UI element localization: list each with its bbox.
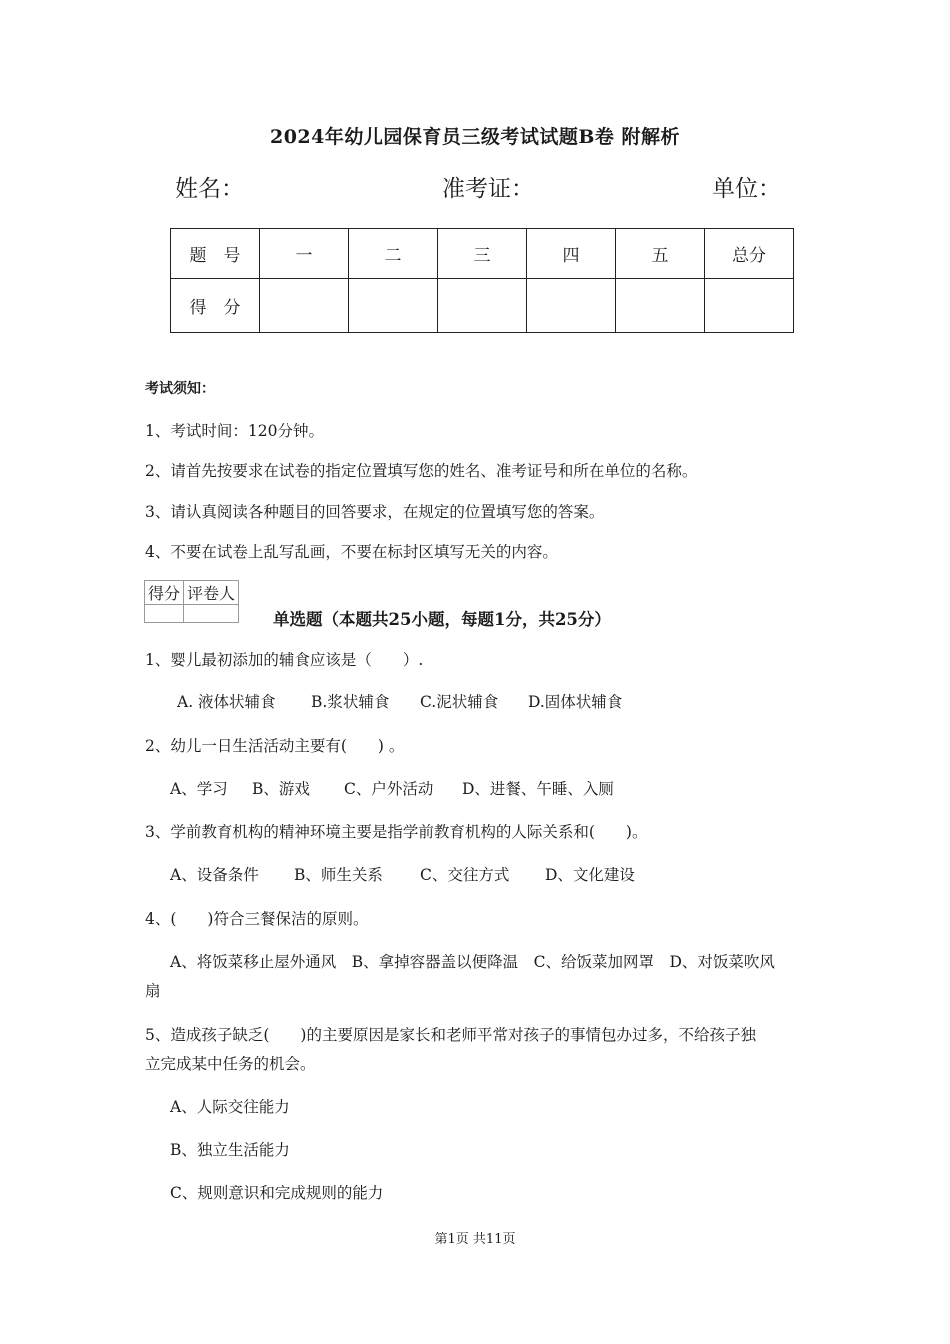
- grader-score-cell[interactable]: [145, 605, 184, 623]
- question-option: B、游戏: [252, 780, 310, 798]
- page-footer: 第1页 共11页: [434, 1232, 516, 1247]
- unit-label: 单位：: [712, 176, 781, 202]
- question-option: B.浆状辅食: [311, 693, 390, 711]
- question-option: D.固体状辅食: [528, 693, 623, 711]
- score-table-header-cell: 二: [349, 229, 438, 279]
- notice-item: 4、不要在试卷上乱写乱画，不要在标封区填写无关的内容。: [145, 543, 558, 561]
- score-table-header-cell: 四: [527, 229, 616, 279]
- grader-reviewer-label: 评卷人: [184, 581, 239, 605]
- question-stem: 5、造成孩子缺乏( )的主要原因是家长和老师平常对孩子的事情包办过多，不给孩子独: [145, 1026, 756, 1044]
- question-option: C、规则意识和完成规则的能力: [170, 1184, 384, 1202]
- grader-reviewer-cell[interactable]: [184, 605, 239, 623]
- question-option: D、进餐、午睡、入厕: [462, 780, 614, 798]
- notice-item: 1、考试时间：120分钟。: [145, 422, 324, 440]
- score-cell-total[interactable]: [705, 279, 794, 333]
- question-option: B、师生关系: [294, 866, 383, 884]
- section-title: 单选题（本题共25小题，每题1分，共25分）: [273, 610, 611, 629]
- question-stem: 4、( )符合三餐保洁的原则。: [145, 910, 369, 928]
- score-cell[interactable]: [527, 279, 616, 333]
- question-option: A、学习: [170, 780, 228, 798]
- name-label: 姓名：: [175, 176, 244, 202]
- question-options-line: 扇: [145, 982, 161, 1000]
- score-table-header-cell: 三: [438, 229, 527, 279]
- score-table: [170, 228, 794, 333]
- question-option: B、独立生活能力: [170, 1141, 290, 1159]
- exam-id-label: 准考证：: [442, 176, 534, 202]
- question-stem: 立完成某中任务的机会。: [145, 1055, 316, 1073]
- score-table-score-row: [171, 279, 794, 333]
- question-option: C、交往方式: [420, 866, 510, 884]
- score-table-header-cell: 五: [616, 229, 705, 279]
- question-option: A. 液体状辅食: [177, 693, 276, 711]
- score-cell[interactable]: [349, 279, 438, 333]
- grader-score-label: 得分: [145, 581, 184, 605]
- document-title: 2024年幼儿园保育员三级考试试题B卷 附解析: [269, 126, 681, 148]
- score-table-header-row: [171, 229, 794, 279]
- question-stem: 1、婴儿最初添加的辅食应该是（ ）.: [145, 651, 424, 669]
- score-table-header-label: 题 号: [171, 229, 260, 279]
- grader-box: [144, 580, 239, 623]
- question-stem: 3、学前教育机构的精神环境主要是指学前教育机构的人际关系和( )。: [145, 823, 648, 841]
- question-option: C、户外活动: [344, 780, 434, 798]
- score-table-row-label: 得 分: [171, 279, 260, 333]
- grader-header-row: [145, 581, 239, 605]
- question-option: C.泥状辅食: [420, 693, 499, 711]
- question-option: A、人际交往能力: [170, 1098, 290, 1116]
- score-cell[interactable]: [616, 279, 705, 333]
- score-cell[interactable]: [438, 279, 527, 333]
- notice-title: 考试须知：: [145, 381, 215, 397]
- notice-item: 3、请认真阅读各种题目的回答要求，在规定的位置填写您的答案。: [145, 503, 605, 521]
- score-cell[interactable]: [260, 279, 349, 333]
- score-table-header-cell: 一: [260, 229, 349, 279]
- question-stem: 2、幼儿一日生活活动主要有( ) 。: [145, 737, 405, 755]
- question-option: D、文化建设: [545, 866, 635, 884]
- question-options-line: A、将饭菜移止屋外通风 B、拿掉容器盖以便降温 C、给饭菜加网罩 D、对饭菜吹风: [170, 953, 775, 971]
- grader-input-row: [145, 605, 239, 623]
- question-option: A、设备条件: [170, 866, 259, 884]
- notice-item: 2、请首先按要求在试卷的指定位置填写您的姓名、准考证号和所在单位的名称。: [145, 462, 698, 480]
- score-table-header-total: 总分: [705, 229, 794, 279]
